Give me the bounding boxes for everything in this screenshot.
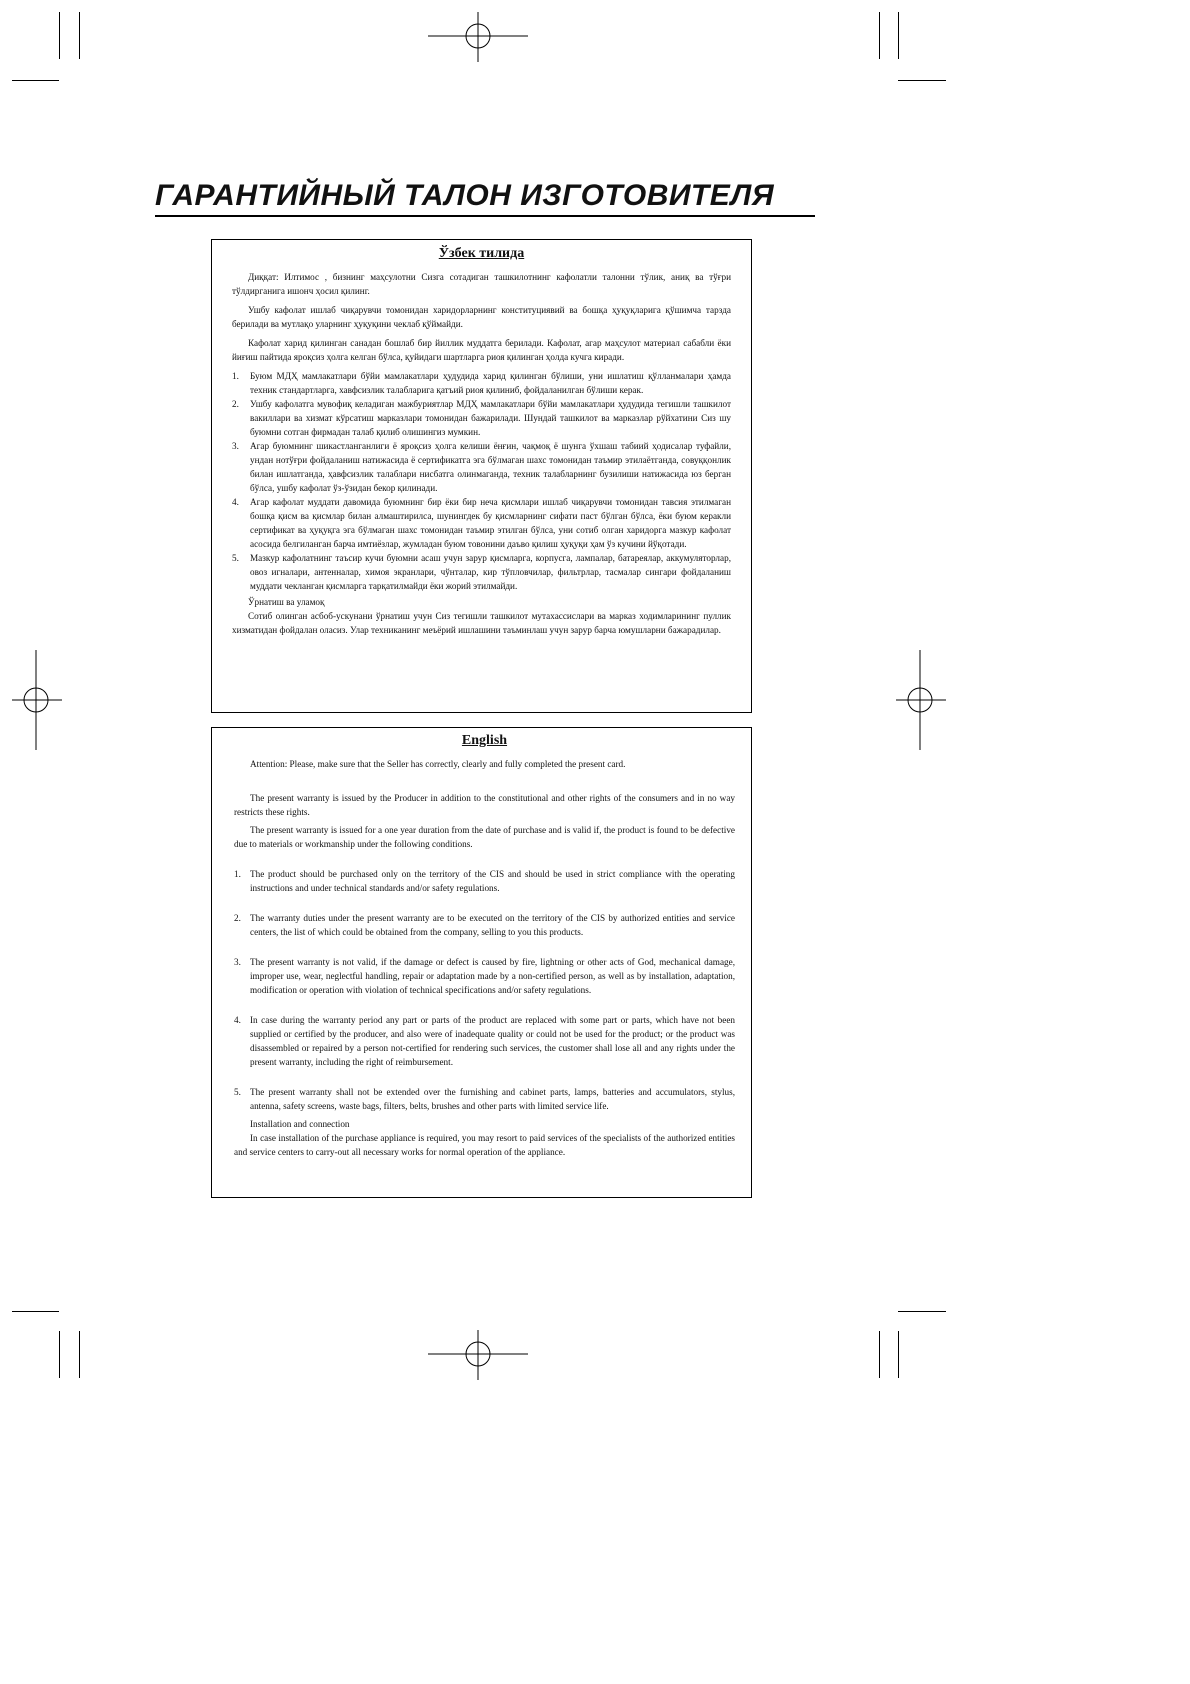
list-item-text: The product should be purchased only on the territory of the CIS and should be used in strict compliance with the operating instructions and under technical standards and/or safety regulations. xyxy=(250,869,735,893)
list-item-number: 3. xyxy=(232,441,239,451)
uzbek-section-heading: Ўзбек тилида xyxy=(438,246,525,261)
list-item-text: Мазкур кафолатнинг таъсир кучи буюмни асаш учун зарур қисмларга, корпусга, лампалар, батареялар, аккумуляторлар, овоз игналари, антенналар, химоя экранлари, чўнталар, кир тўпловчилар, фильтрлар, тасмалар сингари фойдаланиш муддати чекланган қисмларга тарқатилмайди ёки жорий этилмайди. xyxy=(250,553,731,591)
list-item-text: In case during the warranty period any part or parts of the product are replaced with some part or parts, which have not been supplied or certified by the producer, and also were of inadequate quality or could not be used for the product; or the product was disassembled or repaired by a person not-certified for rendering such services, the customer shall lose all and any rights under the present warranty, including the right of reimbursement. xyxy=(250,1015,735,1067)
list-item-number: 2. xyxy=(232,399,239,409)
list-item-number: 4. xyxy=(232,497,239,507)
english-installation-heading: Installation and connection xyxy=(250,1119,350,1129)
english-warranty-rights-paragraph: The present warranty is issued by the Producer in addition to the constitutional and other rights of the consumers and in no way restricts these rights. xyxy=(234,793,735,817)
english-attention-paragraph: Attention: Please, make sure that the Seller has correctly, clearly and fully completed the present card. xyxy=(250,759,626,769)
uzbek-installation-heading: Ўрнатиш ва уламоқ xyxy=(248,597,325,607)
list-item-number: 5. xyxy=(234,1087,241,1097)
list-item xyxy=(232,551,731,593)
list-item-text: Агар буюмнинг шикастланганлиги ё яроқсиз ҳолга келиши ёнғин, чақмоқ ё шунга ўхшаш табиий ҳодисалар туфайли, ундан нотўғри фойдаланиш натижасида ё сертификатга эга бўлмаган шахс томонидан таъмир этилаётганда, совуққонлик билан ишлатганда, ҳавфсизлик талаблари нисбатга олинмаганда, техник талабларнинг бузилиши натижасида юз берган бўлса, ушбу кафолат ўз-ўзидан бекор қилинади. xyxy=(250,441,731,493)
list-item-number: 4. xyxy=(234,1015,241,1025)
list-item-text: The present warranty is not valid, if the damage or defect is caused by fire, lightning or other acts of God, mechanical damage, improper use, wear, neglectful handling, repair or adaptation made by a non-certified person, as well as by installation, adaptation, modification or operation with violation of technical specifications and/or safety regulations. xyxy=(250,957,735,995)
english-section-heading: English xyxy=(461,733,508,748)
registration-target-icon xyxy=(896,650,946,750)
list-item xyxy=(234,955,735,997)
page-title: ГАРАНТИЙНЫЙ ТАЛОН ИЗГОТОВИТЕЛЯ xyxy=(155,178,815,217)
english-warranty-section xyxy=(211,727,752,1198)
list-item xyxy=(234,911,735,939)
list-item-number: 3. xyxy=(234,957,241,967)
registration-target-icon xyxy=(428,12,528,62)
list-item-number: 2. xyxy=(234,913,241,923)
list-item-text: The present warranty shall not be extended over the furnishing and cabinet parts, lamps, batteries and accumulators, stylus, antenna, safety screens, waste bags, filters, belts, brushes and other parts with limited service life. xyxy=(250,1087,735,1111)
list-item-text: Агар кафолат муддати давомида буюмнинг бир ёки бир неча қисмлари ишлаб чиқарувчи томонидан тавсия этилмаган бошқа қисм ва қисмлар билан алмаштирилса, шунингдек бу қисмларнинг сифати паст бўлган бўлса, ёки буюм керакли сертификат ва ҳуқуқга эга бўлмаган шахс томонидан таъмир этилган бўлса, уни сотиб олган харидорга мазкур кафолат асосида белгиланган барча имтиёзлар, жумладан буюм товонини даъво қилиш ҳуқуқи ҳам ўз кучини йўқотади. xyxy=(250,497,731,549)
registration-target-icon xyxy=(428,1330,528,1380)
english-warranty-duration-paragraph: The present warranty is issued for a one year duration from the date of purchase and is valid if, the product is found to be defective due to materials or workmanship under the following conditions. xyxy=(234,825,735,849)
list-item xyxy=(234,867,735,895)
list-item-number: 1. xyxy=(234,869,241,879)
registration-target-icon xyxy=(12,650,62,750)
uzbek-warranty-duration-paragraph: Кафолат харид қилинган санадан бошлаб бир йиллик муддатга берилади. Кафолат, агар маҳсулот материал сабабли ёки йиғиш пайтида яроқсиз ҳолга келган бўлса, қуйидаги шартларга риоя қилинган ҳолда кучга киради. xyxy=(232,338,731,362)
uzbek-warranty-section xyxy=(211,239,752,713)
list-item-number: 5. xyxy=(232,553,239,563)
list-item-text: Ушбу кафолатга мувофиқ келадиган мажбуриятлар МДҲ мамлакатлари бўйи мамлакатлари ҳудудида тегишли ташкилот вакиллари ва хизмат кўрсатиш марказлари томонидан бажарилади. Шундай ташкилот ва марказлар рўйхатини Сиз шу буюмни сотган фирмадан талаб қилиб олишингиз мумкин. xyxy=(250,399,731,437)
list-item-text: The warranty duties under the present warranty are to be executed on the territory of the CIS by authorized entities and service centers, the list of which could be obtained from the company, selling to you this products. xyxy=(250,913,735,937)
list-item xyxy=(232,397,731,439)
list-item-number: 1. xyxy=(232,371,239,381)
uzbek-warranty-rights-paragraph: Ушбу кафолат ишлаб чиқарувчи томонидан харидорларнинг конституциявий ва бошқа ҳуқуқларига қўшимча тарзда берилади ва мутлақо уларнинг ҳуқуқини чеклаб қўймайди. xyxy=(232,305,731,329)
english-installation-text: In case installation of the purchase appliance is required, you may resort to paid services of the specialists of the authorized entities and service centers to carry-out all necessary works for normal operation of the appliance. xyxy=(234,1133,735,1157)
list-item xyxy=(234,1085,735,1113)
list-item xyxy=(232,495,731,551)
list-item xyxy=(232,369,731,397)
list-item xyxy=(234,1013,735,1069)
uzbek-conditions-list xyxy=(232,369,731,593)
uzbek-installation-text: Сотиб олинган асбоб-ускунани ўрнатиш учун Сиз тегишли ташкилот мутахассислари ва марказ ходимларининг пуллик хизматидан фойдалан оласиз. Улар техниканинг меъёрий ишлашини таъминлаш учун зарур барча юмушларни бажарадилар. xyxy=(232,611,731,635)
uzbek-attention-paragraph: Диққат: Илтимос , бизнинг маҳсулотни Сизга сотадиган ташкилотнинг кафолатли талонни тўлик, аниқ ва тўғри тўлдирганига ишонч ҳосил қилинг. xyxy=(232,272,731,296)
list-item xyxy=(232,439,731,495)
english-conditions-list xyxy=(234,867,735,1113)
list-item-text: Буюм МДҲ мамлакатлари бўйи мамлакатлари ҳудудида харид қилинган бўлиши, уни ишлатиш қўлланмалари ҳамда техник стандартларга, хавфсизлик талабларига қатъий риоя қилиниб, фойдаланилган бўлиши керак. xyxy=(250,371,731,395)
